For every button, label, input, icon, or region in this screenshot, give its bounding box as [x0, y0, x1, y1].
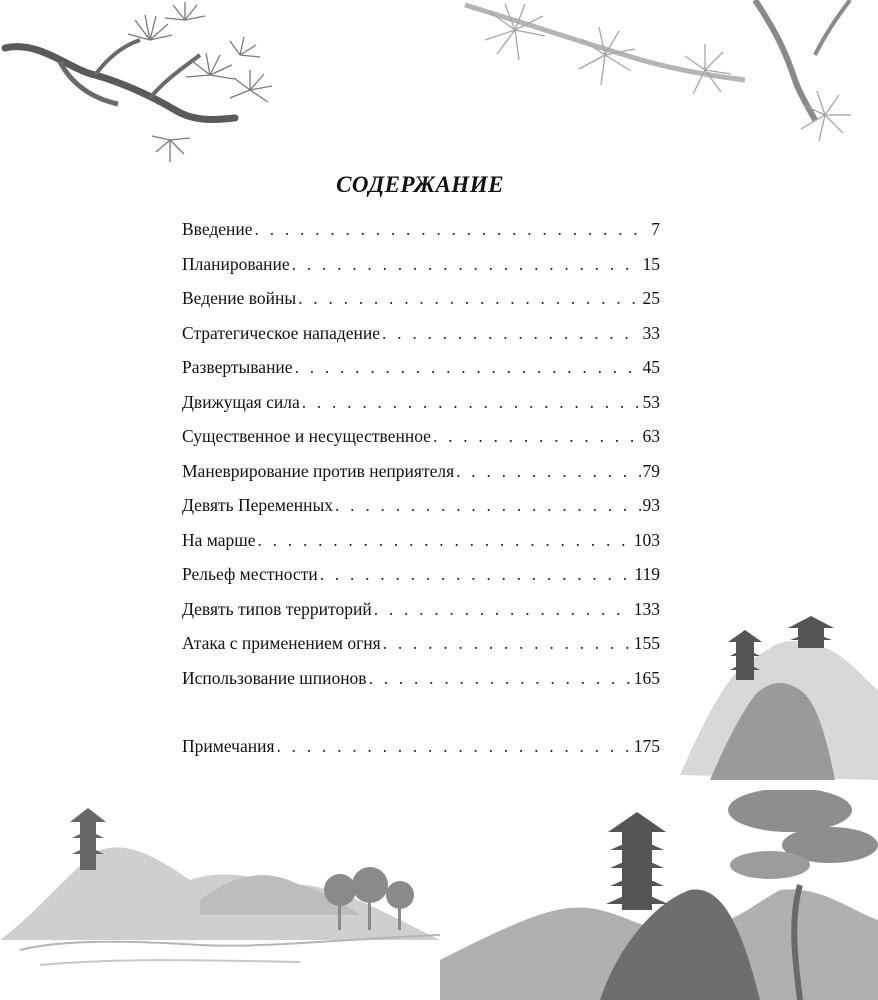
toc-entry-page: 93 — [642, 495, 660, 515]
toc-entry-label: Девять Переменных — [182, 495, 334, 515]
toc-entry-label: Развертывание — [182, 357, 293, 377]
toc-entry[interactable] — [182, 557, 660, 592]
toc-entry[interactable] — [182, 385, 660, 420]
toc-entry[interactable] — [182, 350, 660, 385]
toc-entry[interactable] — [182, 419, 660, 454]
toc-entry-page: 15 — [642, 253, 660, 274]
toc-entry-page: 45 — [642, 357, 660, 377]
toc-leader-dots — [295, 350, 641, 385]
toc-entry-page: 25 — [642, 288, 660, 308]
toc-entry[interactable] — [182, 592, 660, 627]
toc-leader-dots — [382, 316, 640, 351]
toc-list — [182, 212, 660, 764]
toc-entry-page: 33 — [642, 322, 660, 343]
toc-entry-page: 119 — [634, 564, 660, 584]
toc-entry-label: Маневрирование против неприятеля — [182, 460, 455, 481]
toc-entry-page: 175 — [633, 736, 660, 756]
toc-entry-label: Введение — [182, 219, 253, 239]
toc-entry-page: 7 — [651, 219, 660, 239]
toc-leader-dots — [258, 523, 632, 558]
toc-entry-page: 63 — [642, 426, 660, 446]
toc-entry-label: Примечания — [182, 736, 275, 756]
toc-entry-page: 155 — [633, 633, 660, 653]
toc-entry-page: 165 — [633, 667, 660, 688]
toc-entry-label: Использование шпионов — [182, 667, 367, 688]
toc-leader-dots — [292, 247, 641, 282]
toc-entry[interactable] — [182, 488, 660, 523]
toc-entry[interactable] — [182, 212, 660, 247]
toc-leader-dots — [255, 212, 650, 247]
toc-entry-label: Планирование — [182, 253, 290, 274]
toc-entry[interactable] — [182, 454, 660, 489]
toc-entry[interactable] — [182, 247, 660, 282]
toc-entry-label: Стратегическое нападение — [182, 322, 381, 343]
toc-leader-dots — [369, 661, 632, 696]
pine-branch-top-left-illustration — [0, 0, 310, 175]
toc-leader-dots — [433, 419, 641, 454]
toc-entry-label: Движущая сила — [182, 391, 300, 412]
toc-entry-page: 53 — [642, 391, 660, 412]
toc-entry[interactable] — [182, 626, 660, 661]
toc-leader-dots — [277, 729, 632, 764]
toc-entry-notes[interactable] — [182, 729, 660, 764]
toc-entry-label: Рельеф местности — [182, 564, 318, 584]
toc-entry-label: Девять типов территорий — [182, 598, 372, 619]
mountain-pagodas-illustration — [670, 610, 878, 780]
toc-leader-dots — [302, 385, 641, 420]
toc-leader-dots — [335, 488, 640, 523]
toc-entry[interactable] — [182, 316, 660, 351]
toc-title: СОДЕРЖАНИЕ — [336, 172, 504, 197]
toc-leader-dots — [456, 454, 640, 489]
landscape-pagodas-illustration — [0, 790, 878, 1000]
toc-entry-page: 103 — [633, 529, 660, 550]
toc-entry-label: На марше — [182, 529, 256, 550]
toc-entry[interactable] — [182, 281, 660, 316]
toc-entry-page: 133 — [633, 598, 660, 619]
toc-leader-dots — [383, 626, 632, 661]
toc-entry-label: Ведение войны — [182, 288, 297, 308]
toc-leader-dots — [320, 557, 633, 592]
toc-leader-dots — [374, 592, 632, 627]
toc-entry-label: Существенное и несущественное — [182, 426, 431, 446]
toc-leader-dots — [298, 281, 640, 316]
toc-entry[interactable] — [182, 523, 660, 558]
toc-entry-page: 79 — [642, 460, 660, 481]
toc-entry-label: Атака с применением огня — [182, 633, 381, 653]
toc-entry[interactable] — [182, 661, 660, 696]
pine-branch-top-right-illustration — [455, 0, 878, 160]
